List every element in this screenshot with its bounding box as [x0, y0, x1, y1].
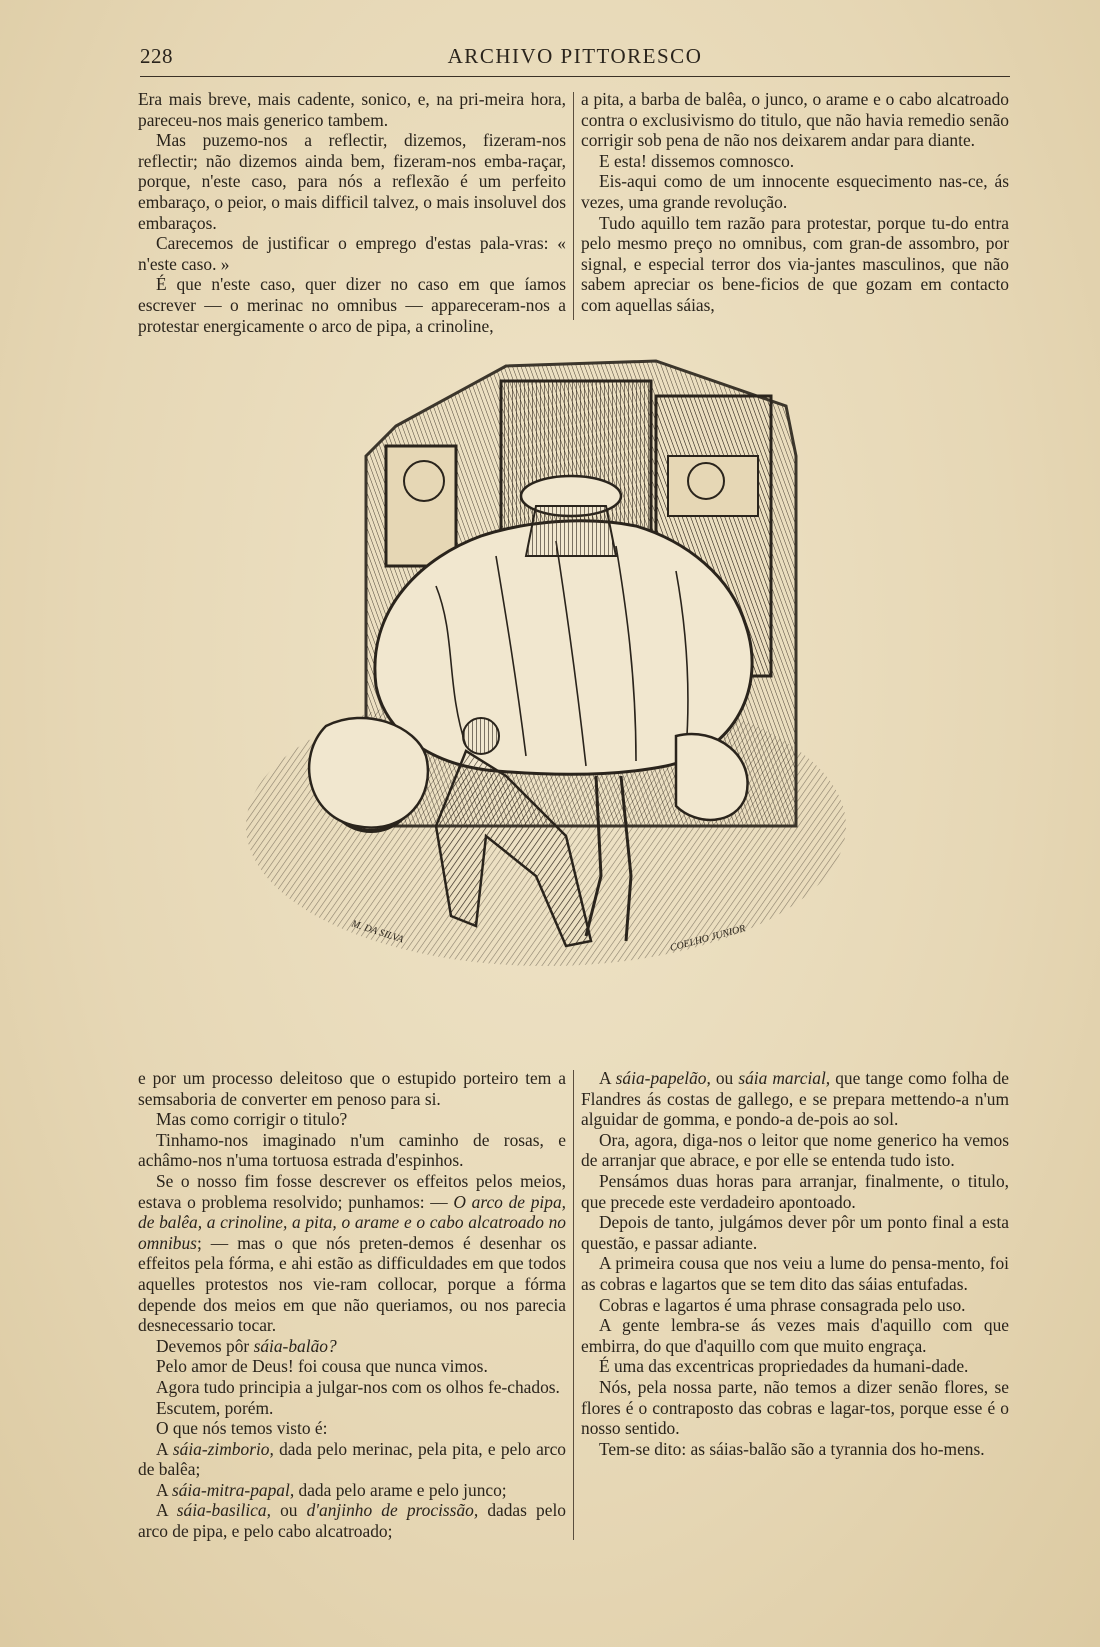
skirt-lower-left [309, 718, 428, 828]
paragraph: A primeira cousa que nos veiu a lume do pensa-mento, foi as cobras e lagartos que se tem dito das sáias entufadas. [581, 1253, 1009, 1294]
engraving-illustration [236, 356, 876, 1016]
paragraph: E esta! dissemos comnosco. [599, 150, 795, 171]
paragraph: Tinhamo-nos imaginado n'um caminho de rosas, e achâmo-nos n'uma tortuosa estrada d'espinhos. [138, 1129, 566, 1171]
bottom-left-column [138, 1068, 566, 1542]
italic-run: sáia-basilica, [176, 1500, 271, 1521]
page-header [140, 42, 1010, 78]
text-run: ; — mas o que nós preten-demos é desenhar os effeitos pela fórma, e ahi estão as difficuldades em que todos aquelles protestos nos vie-ram collocar, porque a fórma depende dos meios em que não queriamos, ou nos parecia desnecessario tocar. [138, 1232, 566, 1336]
passenger-head [688, 463, 724, 499]
italic-run: sáia marcial, [738, 1068, 831, 1088]
paragraph: Pelo amor de Deus! foi cousa que nunca vimos. [156, 1356, 488, 1377]
paragraph [138, 1171, 566, 1336]
paragraph: Mas como corrigir o titulo? [156, 1109, 348, 1130]
paragraph [581, 1068, 1009, 1130]
paragraph: Tem-se dito: as sáias-balão são a tyrannia dos ho-mens. [599, 1438, 985, 1459]
header-rule [140, 76, 1010, 77]
paragraph: É que n'este caso, quer dizer no caso em que íamos escrever — o merinac no omnibus — appareceram-nos a protestar energicamente o arco de pipa, a crinoline, [138, 274, 566, 336]
passenger-head [404, 461, 444, 501]
lady-bodice [526, 506, 616, 556]
paragraph: Nós, pela nossa parte, não temos a dizer senão flores, se flores é o contraposto das cobras e lagar-tos, porque esse é o nosso sentido. [581, 1376, 1009, 1439]
top-right-column [581, 89, 1009, 316]
paragraph: e por um processo deleitoso que o estupido porteiro tem a semsaboria de converter em penoso para si. [138, 1068, 566, 1109]
text-run: dada pelo merinac, pela pita, e pelo arco de balêa; [138, 1438, 566, 1480]
italic-run: O arco de pipa, de balêa, a crinoline, a pita, o arame e o cabo alcatroado no omnibus [138, 1191, 566, 1253]
top-left-column [138, 89, 566, 336]
paragraph: Eis-aqui como de um innocente esquecimento nas-ce, ás vezes, uma grande revolução. [581, 171, 1009, 212]
paragraph: Pensámos duas horas para arranjar, finalmente, o titulo, que precede este verdadeiro apontoado. [581, 1170, 1009, 1212]
paragraph: Ora, agora, diga-nos o leitor que nome generico ha vemos de arranjar que abrace, e por elle se entenda tudo isto. [581, 1129, 1009, 1171]
italic-run: sáia-mitra-papal, [171, 1479, 295, 1500]
italic-run: sáia-zimborio, [172, 1438, 274, 1459]
paragraph: Cobras e lagartos é uma phrase consagrada pelo uso. [599, 1294, 966, 1315]
running-title: ARCHIVO PITTORESCO [447, 44, 703, 68]
paragraph [138, 1336, 566, 1357]
italic-run: sáia-papelão, [615, 1068, 711, 1088]
text-run: A [156, 1500, 177, 1521]
paragraph [138, 1500, 566, 1541]
text-run: A [599, 1068, 616, 1088]
paragraph: O que nós temos visto é: [156, 1418, 328, 1439]
italic-run: d'anjinho de procissão, [306, 1500, 479, 1521]
text-run: dada pelo arame e pelo junco; [294, 1479, 507, 1500]
text-run: Devemos pôr [156, 1335, 254, 1356]
column-divider [573, 1070, 574, 1540]
signature-left: M. DA SILVA [350, 918, 405, 946]
paragraph: A gente lembra-se ás vezes mais d'aquillo com que embirra, do que d'aquillo com que muito engraça. [581, 1315, 1009, 1356]
paragraph: Agora tudo principia a julgar-nos com os olhos fe-chados. [156, 1376, 560, 1397]
paragraph: Mas puzemo-nos a reflectir, dizemos, fizeram-nos reflectir; não dizemos ainda bem, fizeram-nos emba-raçar, porque, n'este caso, para nós a reflexão é um perfeito embaraço, o peior, o mais difficil talvez, o mais insoluvel dos embaraços. [138, 130, 566, 233]
paragraph: Depois de tanto, julgámos dever pôr um ponto final a esta questão, e passar adiante. [581, 1212, 1009, 1253]
paragraph: É uma das excentricas propriedades da humani-dade. [599, 1356, 969, 1377]
text-run: A [156, 1479, 172, 1500]
paragraph: Tudo aquillo tem razão para protestar, porque tu-do entra pelo mesmo preço no omnibus, com gran-de assombro, por signal, e especial terror dos via-jantes masculinos, que não sabem apreciar os bene-ficios de que gozam em contacto com aquellas sáias, [581, 212, 1009, 315]
text-run: que tange como folha de Flandres ás costas de gallego, e se prepara mettendo-a n'um alguidar de gomma, e pondo-a de-pois ao sol. [581, 1068, 1009, 1130]
conductor-head [463, 718, 499, 754]
paragraph: Carecemos de justificar o emprego d'estas pala-vras: « n'este caso. » [138, 233, 566, 274]
text-run: dadas pelo arco de pipa, e pelo cabo alcatroado; [138, 1500, 566, 1542]
paragraph [138, 1439, 566, 1480]
italic-run: sáia-balão? [253, 1335, 337, 1356]
signature-right: COELHO JUNIOR [668, 923, 747, 954]
paragraph: Escutem, porém. [156, 1397, 274, 1418]
paragraph [138, 1480, 566, 1501]
page-number: 228 [140, 44, 173, 68]
text-run: Se o nosso fim fosse descrever os effeitos pelos meios, estava o problema resolvido; punhamos: — [138, 1170, 566, 1212]
paragraph: Era mais breve, mais cadente, sonico, e, na pri-meira hora, pareceu-nos mais generico tambem. [138, 89, 566, 130]
text-run: A [156, 1438, 173, 1459]
column-divider [573, 92, 574, 320]
bottom-right-column [581, 1068, 1009, 1459]
paragraph: a pita, a barba de balêa, o junco, o arame e o cabo alcatroado contra o exclusivismo do titulo, que não havia remedio senão corrigir sob pena de não nos deixarem andar para diante. [581, 89, 1009, 151]
text-run: ou [710, 1068, 739, 1088]
text-run: ou [270, 1500, 307, 1521]
